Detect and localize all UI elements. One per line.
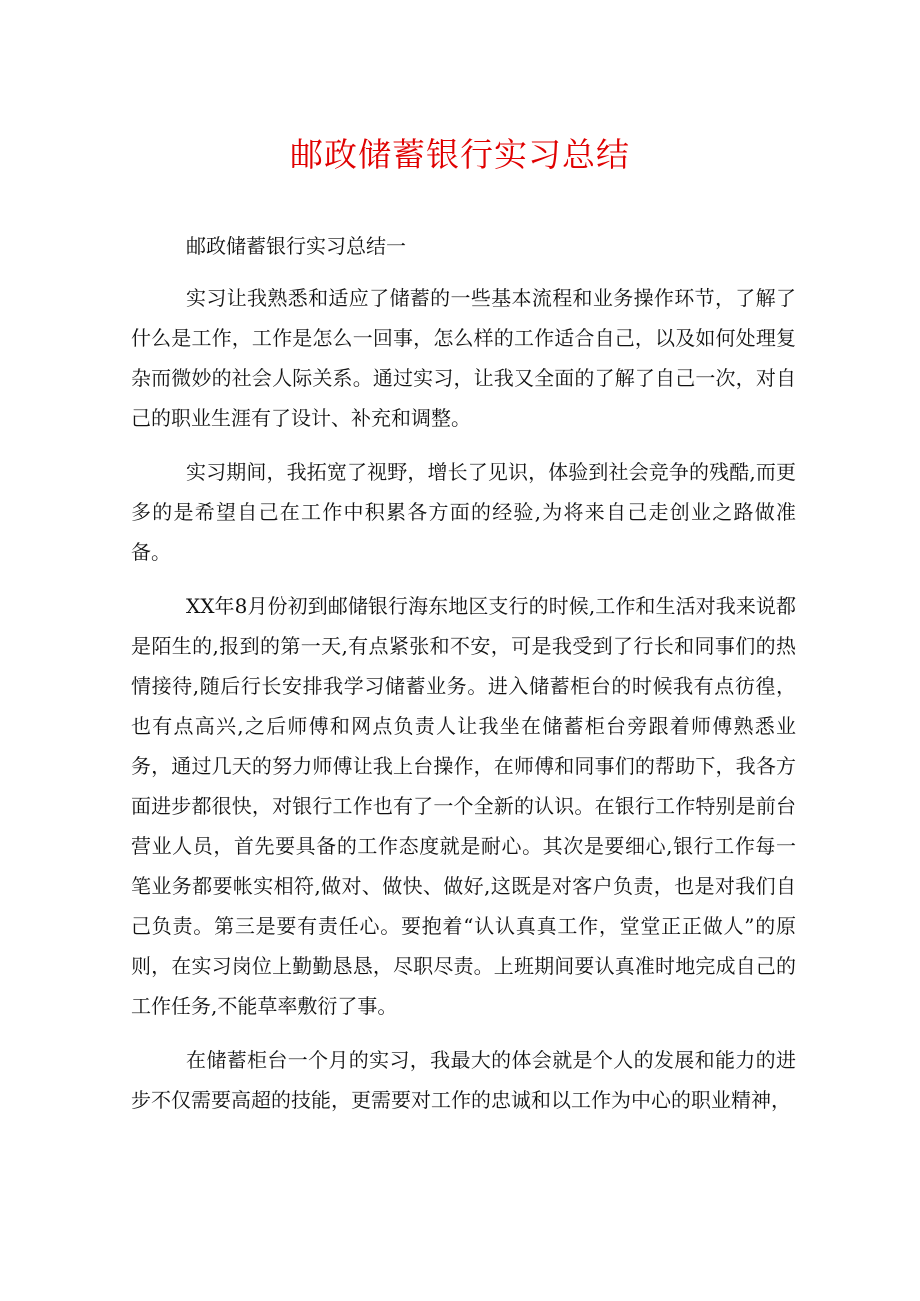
paragraph: 实习让我熟悉和适应了储蓄的一些基本流程和业务操作环节，了解了什么是工作，工作是怎么一回事，怎么样的工作适合自己，以及如何处理复杂而微妙的社会人际关系。通过实习，让我又全面的了解了自己一次，对自己的职业生涯有了设计、补充和调整。 <box>131 286 796 430</box>
paragraph: XX年8月份初到邮储银行海东地区支行的时候,工作和生活对我来说都是陌生的,报到的第一天,有点紧张和不安，可是我受到了行长和同事们的热情接待,随后行长安排我学习储蓄业务。进入储蓄柜台的时候我有点彷徨，也有点高兴,之后师傅和网点负责人让我坐在储蓄柜台旁跟着师傅熟悉业务，通过几天的努力师傅让我上台操作，在师傅和同事们的帮助下，我各方面进步都很快，对银行工作也有了一个全新的认识。在银行工作特别是前台营业人员，首先要具备的工作态度就是耐心。其次是要细心,银行工作每一笔业务都要帐实相符,做对、做快、做好,这既是对客户负责，也是对我们自己负责。第三是要有责任心。要抱着“认认真真工作，堂堂正正做人”的原则，在实习岗位上勤勤恳恳，尽职尽责。上班期间要认真准时地完成自己的工作任务,不能草率敷衍了事。 <box>131 594 796 1018</box>
paragraph: 实习期间，我拓宽了视野，增长了见识，体验到社会竞争的残酷,而更多的是希望自己在工作中积累各方面的经验,为将来自己走创业之路做准备。 <box>131 460 796 564</box>
document-body <box>131 226 796 1120</box>
document-title: 邮政储蓄银行实习总结 <box>290 135 630 174</box>
section-heading: 邮政储蓄银行实习总结一 <box>186 234 406 258</box>
paragraph: 在储蓄柜台一个月的实习，我最大的体会就是个人的发展和能力的进步不仅需要高超的技能，更需要对工作的忠诚和以工作为中心的职业精神， <box>131 1048 796 1112</box>
